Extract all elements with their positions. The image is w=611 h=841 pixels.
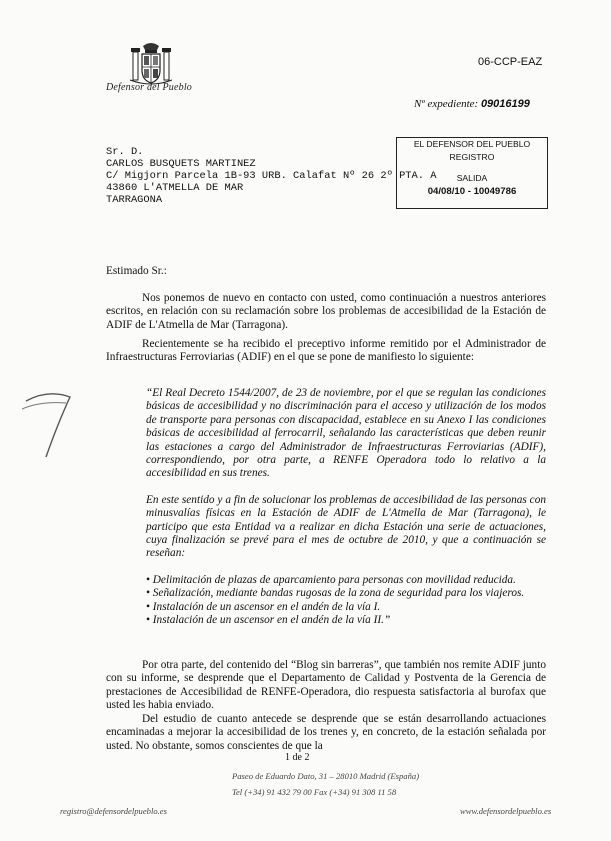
stamp-line-salida: SALIDA	[456, 173, 488, 183]
paragraph-conclusion	[106, 713, 546, 753]
recipient-city: 43860 L'ATMELLA DE MAR	[106, 182, 244, 194]
expediente-line	[414, 98, 530, 110]
institution-signature: Defensor del Pueblo	[106, 82, 193, 93]
body-paragraph: Del estudio de cuanto antecede se desprende que se están desarrollando actuaciones encaminadas a mejorar la accesibilidad de los trenes y, en concreto, de la estación señalada por usted. No obstante, somos conscientes de que la	[106, 713, 546, 752]
expediente-label: Nº expediente:	[414, 98, 479, 110]
footer-address: Paseo de Eduardo Dato, 31 – 28010 Madrid (España)	[232, 771, 420, 781]
quote-bullet: • Instalación de un ascensor en el andén de la vía I.	[146, 600, 381, 613]
recipient-line: Sr. D.	[106, 146, 144, 158]
paragraph-report	[106, 338, 546, 365]
footer-phones: Tel (+34) 91 432 79 00 Fax (+34) 91 308 11 58	[232, 787, 397, 797]
quote-paragraph: En este sentido y a fin de solucionar los problemas de accesibilidad de las personas con minusvalías físicas en la Estación de ADIF de L'Atmella de Mar (Tarragona), le participo que esta Entidad va a realizar en dicha Estación una serie de actuaciones, cuya finalización se prevé para el mes de octubre de 2010, y que a continuación se reseñan:	[146, 493, 546, 560]
footer-email: registro@defensordelpueblo.es	[60, 806, 167, 816]
recipient-province: TARRAGONA	[106, 194, 163, 206]
stamp-line-institution: EL DEFENSOR DEL PUEBLO	[413, 139, 531, 149]
footer-web: www.defensordelpueblo.es	[460, 806, 552, 816]
paragraph-blog	[106, 659, 546, 713]
registry-stamp	[396, 137, 548, 209]
stamp-date-number: 04/08/10 - 10049786	[427, 186, 517, 197]
quoted-report	[146, 387, 546, 628]
quote-paragraph: “El Real Decreto 1544/2007, de 23 de noviembre, por el que se regulan las condiciones básicas de accesibilidad y no discriminación para el acceso y utilización de los modos de transporte para personas con discapacidad, establece en su Anexo I las condiciones básicas de accesibilidad al ferrocarril, señalando las características que deben reunir las estaciones a cargo del Administrador de Infraestructuras Ferroviarias (ADIF), correspondiendo, por otra parte, a RENFE Operadora todo lo relativo a la accesibilidad en sus trenes.	[146, 387, 546, 480]
quote-bullet: • Delimitación de plazas de aparcamiento para personas con movilidad reducida.	[146, 573, 516, 586]
body-paragraph: Nos ponemos de nuevo en contacto con usted, como continuación a nuestros anteriores escritos, en relación con su reclamación sobre los problemas de accesibilidad de la Estación de ADIF de L'Atmella de Mar (Tarragona).	[106, 292, 546, 331]
paragraph-intro	[106, 292, 546, 332]
recipient-address	[106, 146, 436, 206]
body-paragraph: Recientemente se ha recibido el preceptivo informe remitido por el Administrador de Infraestructuras Ferroviarias (ADIF) en el que se pone de manifiesto lo siguiente:	[106, 338, 546, 364]
recipient-name: CARLOS BUSQUETS MARTINEZ	[106, 158, 256, 170]
document-reference: 06-CCP-EAZ	[478, 56, 543, 68]
greeting: Estimado Sr.:	[106, 265, 167, 277]
recipient-street: C/ Migjorn Parcela 1B-93 URB. Calafat Nº 26 2º PTA. A	[106, 170, 437, 182]
quote-bullet: • Señalización, mediante bandas rugosas de la zona de seguridad para los viajeros.	[146, 587, 525, 600]
stamp-line-registry: REGISTRO	[449, 152, 495, 162]
quote-bullet: • Instalación de un ascensor en el andén de la vía II.”	[146, 614, 391, 627]
page-number: 1 de 2	[285, 752, 310, 763]
body-paragraph: Por otra parte, del contenido del “Blog sin barreras”, que también nos remite ADIF junto con su informe, se desprende que el Departamento de Calidad y Postventa de la Gerencia de prestaciones de Accesibilidad de RENFE-Operadora, dio respuesta satisfactoria al burofax que usted les habia enviado.	[106, 659, 546, 712]
handwritten-margin-mark	[18, 383, 88, 463]
coat-of-arms-logo	[128, 40, 174, 88]
expediente-number: 09016199	[480, 98, 530, 110]
